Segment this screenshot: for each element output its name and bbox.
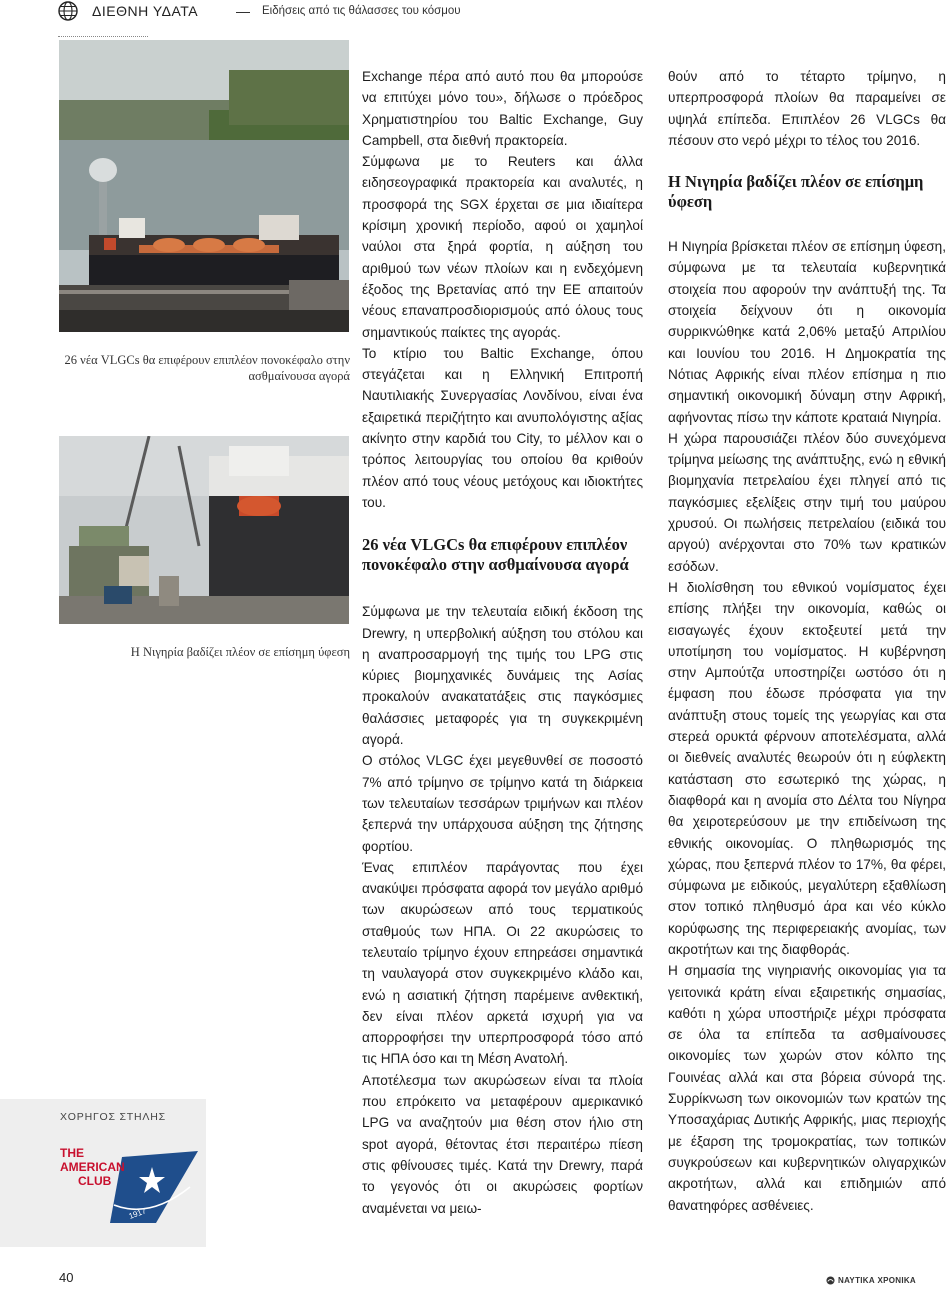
page-number: 40 [59, 1270, 74, 1285]
paragraph: Exchange πέρα από αυτό που θα μπορούσε να επιτύχει μόνο του», δήλωσε ο πρόεδρος Χρηματιστηρίου του Baltic Exchange, Guy Campbell, στα διεθνή πρακτορεία. [362, 69, 643, 148]
paragraph: Σύμφωνα με το Reuters και άλλα ειδησεογραφικά πρακτορεία και αναλυτές, η προσφορά της SGX έρχεται σε μια ιδιαίτερα κρίσιμη χρονική περίοδο, αφού οι χαμηλοί ναύλοι στα ξηρά φορτία, η αύξηση του αριθμού των νέων πλοίων και η ενδεχόμενη έξοδος της Βρετανίας από την ΕΕ απαιτούν νέους επαναπροσδιορισμούς από όλους τους σημαντικούς παίκτες της αγοράς. [362, 154, 643, 340]
section-title: ΔΙΕΘΝΗ ΥΔΑΤΑ [92, 3, 199, 19]
paragraph: Σύμφωνα με την τελευταία ειδική έκδοση της Drewry, η υπερβολική αύξηση του στόλου και η αναπροσαρμογή της τιμής του LPG στις κύριες βιομηχανικές δυνάμεις της Ασίας προκαλούν ανακατατάξεις στις παγκόσμιες θαλάσσιες μεταφορές για τη συγκεκριμένη αγορά. [362, 604, 643, 748]
paragraph: Η Νιγηρία βρίσκεται πλέον σε επίσημη ύφεση, σύμφωνα με τα τελευταία κυβερνητικά στοιχεία που αφορούν την ανάπτυξή της. Τα στοιχεία δείχνουν ότι η οικονομία συρρικνώθηκε κατά 2,06% μεταξύ Απριλίου και Ιουνίου του 2016. Η Δημοκρατία της Νότιας Αφρικής είναι πλέον επίσημα η πιο σημαντική οικονομική δύναμη στην Αφρική, αφήνοντας πίσω την κάποτε κραταιά Νιγηρία. [668, 239, 946, 425]
brand-mark-icon [826, 1276, 835, 1285]
photo-caption-vlgc: 26 νέα VLGCs θα επιφέρουν επιπλέον πονοκέφαλο στην ασθμαίνουσα αγορά [64, 353, 350, 383]
photo-vlgc-port [59, 40, 349, 332]
logo-text-american: AMERICAN [60, 1160, 125, 1174]
photo-nigeria-port [59, 436, 349, 624]
header-divider [58, 36, 148, 37]
paragraph: Η σημασία της νιγηριανής οικονομίας για τα γειτονικά κράτη είναι εξαιρετικής σημασίας, καθότι η χώρα υποστήριζε μέχρι πρόσφατα σε όλα τα επίπεδα τα ασθμαίνουσες οικονομίες των χωρών στον κόλπο της Γουινέας αλλά και στα βόρεια σύνορά της. Συρρίκνωση των οικονομιών των κρατών της Υποσαχάριας Δυτικής Αφρικής, μιας περιοχής με έξαρση της τρομοκρατίας, των τοπικών συγκρούσεων και κυβερνητικών ολιγαρχικών ακροτήτων, αλλά και επιδημιών από θανατηφόρες ασθένειες. [668, 963, 946, 1213]
sponsor-label: ΧΟΡΗΓΟΣ ΣΤΗΛΗΣ [60, 1111, 166, 1123]
photo-caption-nigeria: Η Νιγηρία βαδίζει πλέον σε επίσημη ύφεση [130, 645, 350, 659]
logo-text-club: CLUB [78, 1174, 112, 1188]
paragraph: θούν από το τέταρτο τρίμηνο, η υπερπροσφορά πλοίων θα παραμείνει σε υψηλά επίπεδα. Επιπλέον 26 VLGCs θα πέσουν στο νερό μέχρι το τέλος του 2016. [668, 69, 946, 148]
paragraph: Αποτέλεσμα των ακυρώσεων είναι τα πλοία που επρόκειτο να μεταφέρουν αμερικανικό LPG να αναζητούν μια θέση στον ήλιο στη spot αγορά, θέτοντας έτσι περαιτέρω πίεση στις φθίνουσες τιμές. Κατά την Drewry, παρά το γεγονός ότι οι ακυρώσεις φορτίων αναμένεται να μειω- [362, 1072, 643, 1216]
globe-icon [58, 1, 78, 21]
paragraph: Η χώρα παρουσιάζει πλέον δύο συνεχόμενα τρίμηνα μείωσης της ανάπτυξης, ενώ η εθνική βιομηχανία πετρελαίου έχει πληγεί από τις παγκόσμιες εξελίξεις στην τιμή του μαύρου χρυσού. Οι πωλήσεις πετρελαίου (ειδικά του αργού) ανέρχονται στο 70% των κρατικών εσόδων. [668, 430, 946, 574]
page-header [58, 0, 938, 30]
article-column-middle [362, 66, 643, 1219]
paragraph: Ο στόλος VLGC έχει μεγεθυνθεί σε ποσοστό 7% από τρίμηνο σε τρίμηνο κατά τη διάρκεια των τελευταίων τεσσάρων τριμήνων και πλέον ξεπερνά την υπάρχουσα αύξηση της ζήτησης φορτίου. [362, 753, 643, 854]
logo-text-the: THE [60, 1146, 84, 1160]
american-club-logo [60, 1139, 200, 1225]
section-dash: — [236, 3, 250, 19]
subheading-nigeria: Η Νιγηρία βαδίζει πλέον σε επίσημη ύφεση [668, 172, 924, 212]
footer-brand: ΝΑΥΤΙΚΑ ΧΡΟΝΙΚΑ [838, 1276, 916, 1285]
article-column-right [668, 66, 946, 1216]
paragraph: Ένας επιπλέον παράγοντας που έχει ανακύψει πρόσφατα αφορά τον μεγάλο αριθμό των ακυρώσεων από τους τερματικούς σταθμούς των ΗΠΑ. Οι 22 ακυρώσεις το τελευταίο τρίμηνο έχουν επηρεάσει σημαντικά τη ναυλαγορά στον συγκεκριμένο κλάδο και, ενώ η ασιατική ζήτηση παρέμεινε ανθεκτική, δεν είναι πλέον αρκετά ισχυρή για να απορροφήσει την υπερπροσφορά τόσο από τις ΗΠΑ όσο και τη Μέση Ανατολή. [362, 859, 643, 1067]
subheading-vlgc: 26 νέα VLGCs θα επιφέρουν επιπλέον πονοκέφαλο στην ασθμαίνουσα αγορά [362, 535, 629, 575]
section-subtitle: Ειδήσεις από τις θάλασσες του κόσμου [262, 5, 461, 17]
paragraph: Το κτίριο του Baltic Exchange, όπου στεγάζεται και η Ελληνική Επιτροπή Ναυτιλιακής Συνεργασίας Λονδίνου, είναι ένα εξαιρετικά περιζήτητο και ανυπολόγιστης αξίας ακίνητο στην καρδιά του City, το μέλλον και ο τρόπος λειτουργίας του οποίου θα κριθούν πλέον από τους νέους μετόχους και ιδιοκτήτες του. [362, 345, 643, 510]
logo-year: 1917 [127, 1206, 148, 1221]
paragraph: Η διολίσθηση του εθνικού νομίσματος έχει επίσης πλήξει την οικονομία, καθώς οι εισαγωγές έχουν εκτοξευτεί μετά την υποτίμηση του νομίσματος. Η κυβέρνηση στην Αμπούτζα υποστηρίζει ωστόσο ότι η έμφαση που έδωσε πρόσφατα για την ανάπτυξη στους τομείς της γεωργίας και στα στερεά ορυκτά φέρνουν αποτελέσματα, αλλά οι διεθνείς αναλυτές θεωρούν ότι η εύφλεκτη κατάσταση στο εσωτερικό της χώρας, η διαφθορά και η ανομία στο Δέλτα του Νίγηρα θα χειροτερεύσουν με την επιδείνωση της εθνικής οικονομίας. Ο πληθωρισμός της χώρας, που ξεπερνά πλέον το 17%, θα φέρει, σύμφωνα με ειδικούς, μεγαλύτερη εξαθλίωση στον τοπικό πληθυσμό άρα και νέο κύκλο κορύφωσης της περιφερειακής ανομίας, των ακροτήτων και της διαφθοράς. [668, 579, 946, 957]
